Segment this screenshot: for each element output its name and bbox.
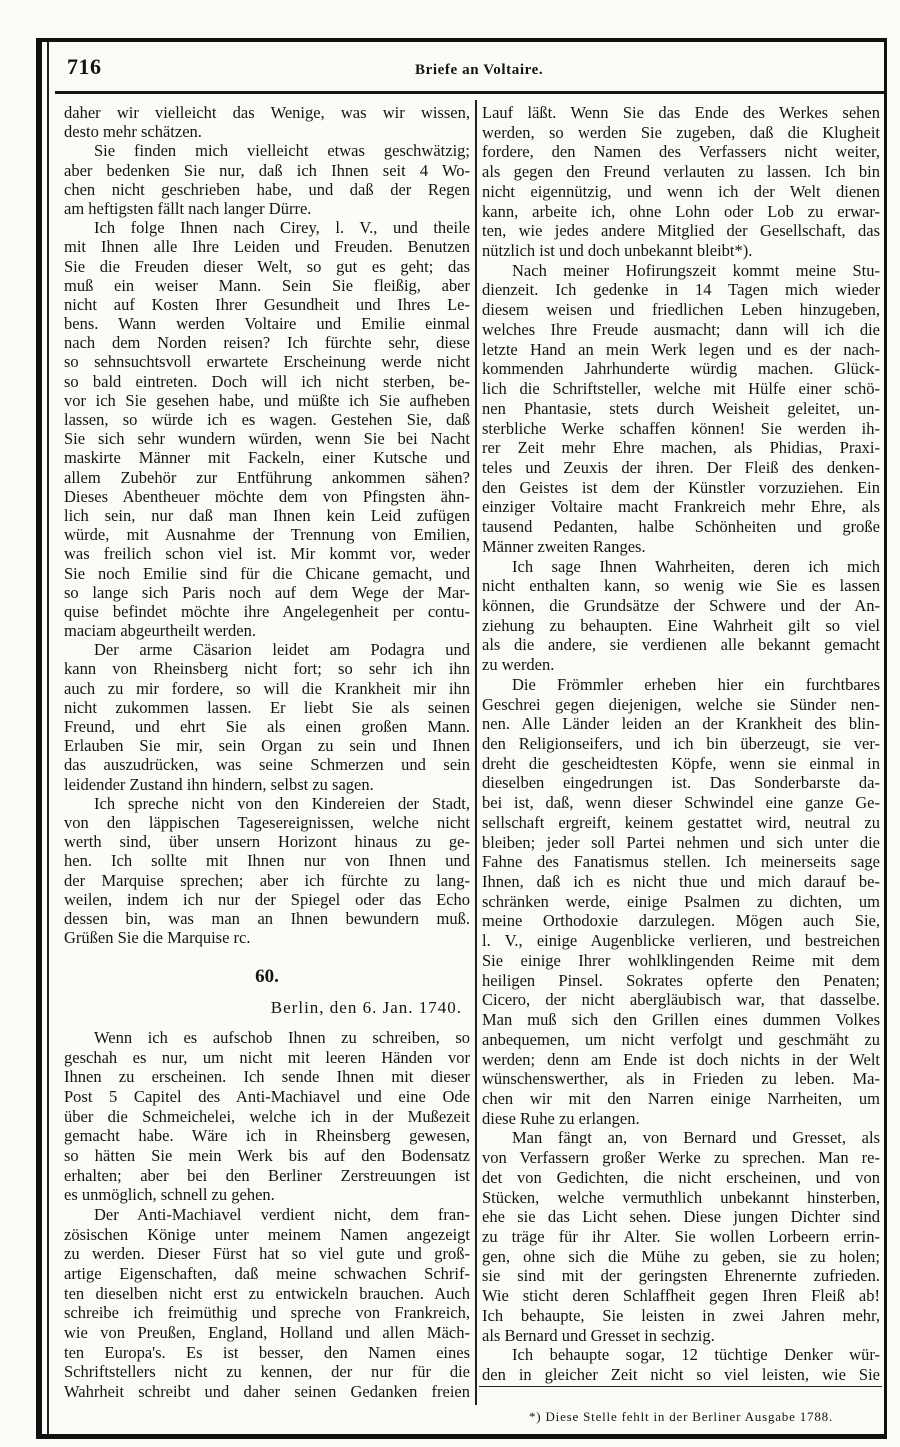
text-line: sellschaft ergreift, keinem gestattet wird, neutral zu: [482, 812, 880, 832]
right-column-text: [482, 103, 880, 1385]
text-line: zösischen Könige unter meinem Namen angezeigt: [64, 1224, 470, 1244]
text-line: chen nicht geschrieben habe, und daß der Regen: [64, 179, 470, 199]
text-line: erhalten; aber bei den Berliner Zerstreuungen ist: [64, 1165, 470, 1185]
text-line: der Marquise sprechen; aber ich fürchte zu lang-: [64, 870, 470, 890]
text-line: nach dem Norden reisen? Ich fürchte sehr, diese: [64, 333, 470, 353]
text-line: so lange sich Paris noch auf dem Wege der Mar-: [64, 582, 470, 602]
text-line: von den läppischen Tagesereignissen, welche nicht: [64, 812, 470, 832]
text-line: werden, so werden Sie zugeben, daß die Klugheit: [482, 122, 880, 142]
text-line: welches Ihre Freude ausmacht; dann will ich die: [482, 319, 880, 339]
text-line: maskirte Männer mit Fackeln, einer Kutsche und: [64, 448, 470, 468]
text-line: teles und Zeuxis der ihren. Der Fleiß des denken-: [482, 457, 880, 477]
text-line: Ihnen zu erscheinen. Ich sende Ihnen mit dieser: [64, 1067, 470, 1087]
page-number: 716: [67, 54, 102, 79]
text-line: Sie die Freuden dieser Welt, so gut es geht; das: [64, 256, 470, 276]
text-line: als Bernard und Gresset in sechzig.: [482, 1325, 715, 1345]
paragraph: [482, 103, 880, 261]
text-line: Ich spreche nicht von den Kindereien der Stadt,: [94, 793, 470, 813]
text-line: sie sind mit der geringsten Ehrenernte zufrieden.: [482, 1266, 880, 1286]
text-line: Ich folge Ihnen nach Cirey, l. V., und theile: [94, 218, 470, 238]
text-line: letzte Hand an mein Werk legen und es der nach-: [482, 339, 880, 359]
footnote: *) Diese Stelle fehlt in der Berliner Ausgabe 1788.: [529, 1409, 833, 1424]
paragraph: [64, 103, 470, 141]
text-line: dessen bin, was man an Ihnen bewundern muß.: [64, 908, 470, 928]
text-line: zu träge für ihr Alter. Sie wollen Lorbeern errin-: [482, 1226, 880, 1246]
text-line: kommenden Jahrhunderte würdig machen. Glück-: [482, 359, 880, 379]
paragraph: [64, 218, 470, 640]
text-line: den Geistes ist dem der Künstler vorzuziehen. Ein: [482, 477, 880, 497]
paragraph: [64, 141, 470, 218]
running-title: Briefe an Voltaire.: [415, 62, 544, 78]
text-line: zu werden.: [482, 655, 555, 675]
text-line: schränken werde, einige Psalmen zu dichten, um: [482, 891, 880, 911]
text-line: mit Ihnen alle Ihre Leiden und Freuden. Benutzen: [64, 237, 470, 257]
text-line: desto mehr schätzen.: [64, 122, 202, 142]
text-line: Der arme Cäsarion leidet am Podagra und: [94, 640, 470, 660]
text-line: über die Schmeichelei, welche ich in der Mußezeit: [64, 1106, 470, 1126]
text-line: Geschrei gegen diejenigen, welche sie Sünder nen-: [482, 694, 880, 714]
text-line: ten dieselben nicht erst zu entwickeln brauchen. Auch: [64, 1283, 470, 1303]
text-line: Lauf läßt. Wenn Sie das Ende des Werkes sehen: [482, 103, 880, 122]
text-line: Sie sich sehr wundern würden, wenn Sie bei Nacht: [64, 429, 470, 449]
text-line: Die Frömmler erheben hier ein furchtbares: [512, 674, 880, 694]
text-line: wie von Preußen, England, Holland und allen Mäch-: [64, 1322, 470, 1342]
text-line: nützlich ist und doch unbekannt bleibt*).: [482, 241, 753, 261]
text-line: einziger Voltaire macht Frankreich mehr Ehre, als: [482, 497, 880, 517]
text-line: lassen, so würde ich es wagen. Gestehen Sie, daß: [64, 410, 470, 429]
text-line: fordere, den Namen des Verfassers nicht weiter,: [482, 142, 880, 162]
page-frame-inner-rule: [47, 42, 49, 1434]
text-line: ten, wie jedes andere Mitglied der Gesellschaft, das: [482, 221, 880, 241]
text-line: als die andere, sie verdienen alle bekannt gemacht: [482, 635, 880, 655]
text-line: Sie einige Ihrer wohlklingenden Reime mit dem: [482, 950, 880, 970]
text-line: muß ein weiser Mann. Sein Sie fleißig, aber: [64, 275, 470, 295]
text-line: nen. Alle Länder leiden an der Krankheit des blin-: [482, 714, 880, 734]
text-line: dreht die gescheidtesten Köpfe, wenn sie einmal in: [482, 753, 880, 773]
text-line: Stücken, welche vermuthlich unbekannt hinsterben,: [482, 1187, 880, 1207]
letter-text: [64, 1028, 470, 1401]
text-line: nicht eigennützig, und wenn ich der Welt dienen: [482, 181, 880, 201]
text-line: Wie sticht deren Schlaffheit gegen Ihren Fleiß ab!: [482, 1286, 880, 1306]
text-line: Der Anti-Machiavel verdient nicht, dem fran-: [94, 1204, 470, 1224]
text-line: gen, ohne sich die Mühe zu geben, sie zu holen;: [482, 1246, 880, 1266]
text-line: lich sein, nur daß man Ihnen kein Leid zufügen: [64, 505, 470, 525]
text-line: Ihnen, daß ich es nicht thue und mich darauf be-: [482, 872, 880, 892]
text-line: nicht zukommen lassen. Er liebt Sie als seinen: [64, 697, 470, 717]
text-line: Erlauben Sie mir, sein Organ zu sein und Ihnen: [64, 736, 470, 756]
text-line: Man fängt an, von Bernard und Gresset, als: [512, 1128, 880, 1148]
text-line: diesem weisen und friedlichen Leben hinzugeben,: [482, 300, 880, 320]
text-line: Männer zweiten Ranges.: [482, 536, 646, 556]
text-line: schreibe ich freimüthig und spreche von Frankreich,: [64, 1303, 470, 1323]
text-line: werden; denn am Ende ist doch nichts in der Welt: [482, 1049, 880, 1069]
text-line: Man muß sich den Grillen eines dummen Volkes: [482, 1010, 880, 1030]
paragraph: [482, 1345, 880, 1384]
text-line: bei ist, daß, wenn dieser Schwindel eine ganze Ge-: [482, 793, 880, 813]
text-line: nicht enthalten kann, so wenig wie Sie es lassen: [482, 576, 880, 596]
text-line: lich die Schriftsteller, welche mit Hülfe einer schö-: [482, 379, 880, 399]
paragraph: [64, 1028, 470, 1205]
text-line: Wahrheit schreibt und daher seinen Gedanken freien: [64, 1381, 470, 1401]
text-line: würde, mit Ausnahme der Trennung von Emilien,: [64, 525, 470, 545]
text-line: Ich behaupte sogar, 12 tüchtige Denker wür-: [512, 1345, 880, 1365]
text-line: ten Europa's. Es ist besser, den Namen eines: [64, 1342, 470, 1362]
text-line: den Religionseifers, und ich bin überzeugt, sie ver-: [482, 734, 880, 753]
text-line: sterbliche Werke schaffen können! Sie werden ih-: [482, 418, 880, 438]
text-line: Sie noch Emilie sind für die Chicane gemacht, und: [64, 563, 470, 583]
text-line: wünschenswerther, als in Frieden zu leben. Ma-: [482, 1069, 880, 1089]
text-line: diese Ruhe zu erlangen.: [482, 1108, 640, 1128]
text-line: Nach meiner Hofirungszeit kommt meine Stu-: [512, 260, 880, 280]
text-line: so bald eintreten. Doch will ich nicht sterben, be-: [64, 371, 470, 391]
text-line: das auszudrücken, was seine Schmerzen und sein: [64, 755, 470, 775]
text-line: ziehung zu behaupten. Eine Wahrheit gilt so viel: [482, 615, 880, 635]
letter-number: 60.: [255, 966, 279, 987]
text-line: aber bedenken Sie nur, daß ich Ihnen seit 4 Wo-: [64, 160, 470, 180]
text-line: heiligen Pinsel. Sokrates opferte den Penaten;: [482, 970, 880, 990]
text-line: l. V., einige Augenblicke verlieren, und bestreichen: [482, 931, 880, 951]
text-line: hen. Ich sollte mit Ihnen nur von Ihnen und: [64, 851, 470, 871]
text-line: Cicero, der nicht abergläubisch war, that dasselbe.: [482, 990, 880, 1010]
text-line: den in gleicher Zeit nicht so viel leisten, wie Sie: [482, 1365, 880, 1384]
text-line: so hätten Sie mein Werk bis auf den Bodensatz: [64, 1145, 470, 1165]
text-line: quise befindet möchte ihre Angelegenheit per contu-: [64, 601, 470, 621]
text-line: Ich sage Ihnen Wahrheiten, deren ich mich: [512, 556, 880, 576]
text-line: so sehnsuchtsvoll erwartete Erscheinung werde nicht: [64, 352, 470, 372]
text-line: können, die Grundsätze der Schwere und der An-: [482, 595, 880, 615]
text-line: Post 5 Capitel des Anti-Machiavel und eine Ode: [64, 1086, 470, 1106]
text-line: werth sind, über unsern Horizont hinaus zu ge-: [64, 832, 470, 852]
text-line: Ich behaupte, Sie leisten in zwei Jahren mehr,: [482, 1305, 880, 1325]
paragraph: [64, 1205, 470, 1402]
text-line: Grüßen Sie die Marquise rc.: [64, 928, 251, 948]
text-line: am heftigsten fällt nach langer Dürre.: [64, 198, 312, 218]
text-line: bleiben; jeder soll Partei nehmen und sich unter die: [482, 832, 880, 852]
text-line: von Verfassern großer Werke zu sprechen. Man re-: [482, 1148, 880, 1168]
header-rule: [55, 91, 884, 94]
text-line: daher wir vielleicht das Wenige, was wir wissen,: [64, 103, 470, 122]
text-line: ehe sie das Licht sehen. Diese jungen Dichter sind: [482, 1207, 880, 1227]
text-line: zu werden. Dieser Fürst hat so viel gute und groß-: [64, 1244, 470, 1264]
dateline: Berlin, den 6. Jan. 1740.: [270, 998, 462, 1017]
column-divider: [475, 100, 477, 1405]
left-column-text: [64, 103, 470, 947]
footnote-rule: [479, 1386, 882, 1387]
text-line: leidender Zustand ihn hindern, selbst zu sagen.: [64, 774, 374, 794]
paragraph: [482, 675, 880, 1129]
text-line: weilen, indem ich nur der Spiegel oder das Echo: [64, 889, 470, 909]
text-line: kann von Rheinsberg nicht fort; so sehr ich ihn: [64, 659, 470, 679]
text-line: vor ich Sie gesehen habe, und müßte ich Sie aufheben: [64, 390, 470, 410]
text-line: nicht auf Kosten Ihrer Gesundheit und Ihres Le-: [64, 294, 470, 314]
text-line: Schriftstellers nicht zu kennen, der nur für die: [64, 1362, 470, 1382]
text-line: meine Orthodoxie darzulegen. Mögen auch Sie,: [482, 911, 880, 931]
text-line: chen wir mit den Narren einige Narrheiten, um: [482, 1088, 880, 1108]
text-line: Freund, und ehrt Sie als einen großen Mann.: [64, 717, 470, 736]
text-line: bens. Wann werden Voltaire und Emilie einmal: [64, 314, 470, 334]
text-line: maciam abgeurtheilt werden.: [64, 621, 256, 641]
text-line: Sie finden mich vielleicht etwas geschwätzig;: [94, 141, 470, 161]
text-line: es unmöglich, schnell zu gehen.: [64, 1185, 275, 1205]
text-line: dienzeit. Ich gedenke in 14 Tagen mich wieder: [482, 280, 880, 300]
paragraph: [482, 557, 880, 675]
text-line: artige Eigenschaften, daß meine schwachen Schrif-: [64, 1263, 470, 1283]
text-line: det von Gedichten, die nicht erscheinen, und von: [482, 1167, 880, 1187]
paragraph: [482, 261, 880, 557]
text-line: als gegen den Freund verlauten zu lassen. Ich bin: [482, 162, 880, 182]
text-line: tausend Pedanten, halbe Schönheiten und große: [482, 517, 880, 537]
text-line: Fahne des Fanatismus stellen. Ich meinerseits sage: [482, 852, 880, 872]
text-line: Dieses Abentheuer möchte dem von Pfingsten ähn-: [64, 486, 470, 506]
text-line: gemacht habe. Wäre ich in Rheinsberg gewesen,: [64, 1126, 470, 1146]
text-line: was freilich schon viel ist. Mir kommt vor, weder: [64, 544, 470, 564]
text-line: geschah es nur, um nicht mit leeren Händen vor: [64, 1047, 470, 1067]
text-line: rer Zeit mehr Ehre machen, als Phidias, Praxi-: [482, 438, 880, 458]
text-line: kann, arbeite ich, ohne Lohn oder Lob zu erwar-: [482, 201, 880, 221]
text-line: Wenn ich es aufschob Ihnen zu schreiben, so: [94, 1028, 470, 1047]
text-line: auch zu mir fordere, so will die Krankheit mir ihn: [64, 678, 470, 698]
text-line: allem Zubehör zur Entführung ankommen sähen?: [64, 467, 470, 487]
text-line: dieselben eingedrungen ist. Das Sonderbarste da-: [482, 773, 880, 793]
paragraph: [64, 794, 470, 948]
text-line: nen Phantasie, stets durch Weisheit geleitet, un-: [482, 398, 880, 418]
paragraph: [482, 1128, 880, 1345]
text-line: anbequemen, um nicht verfolgt und geschmäht zu: [482, 1029, 880, 1049]
paragraph: [64, 640, 470, 794]
